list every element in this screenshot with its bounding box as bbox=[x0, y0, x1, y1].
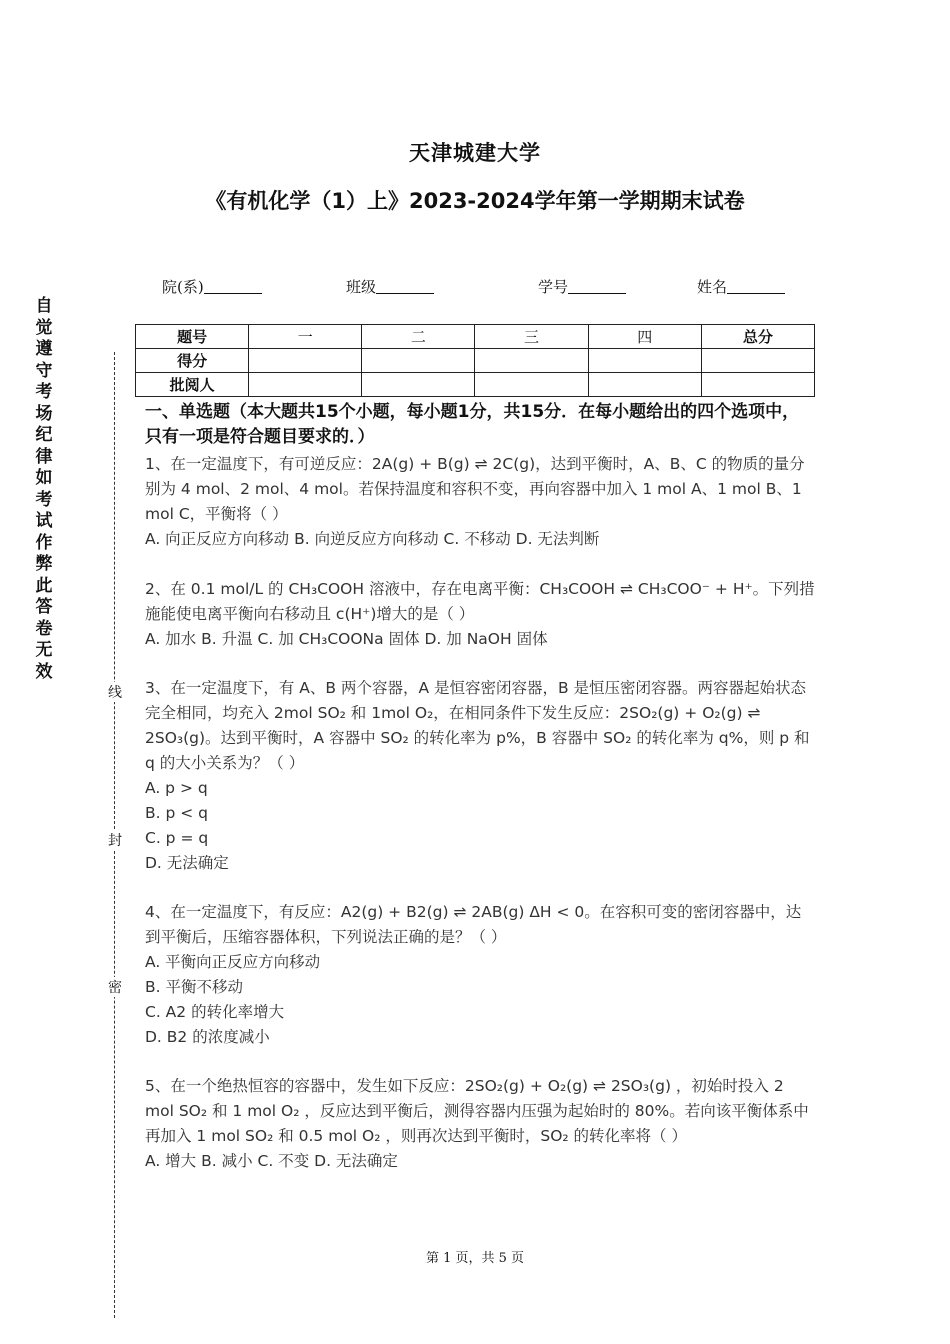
option-a: A. p > q bbox=[145, 779, 208, 797]
score-row bbox=[136, 349, 815, 373]
option-b: B. 平衡不移动 bbox=[145, 978, 243, 996]
question-2 bbox=[145, 577, 815, 652]
side-notice: 自觉遵守考场纪律如考试作弊此答卷无效 bbox=[35, 296, 53, 682]
grader-cell bbox=[588, 373, 701, 397]
university-title: 天津城建大学 bbox=[409, 141, 541, 165]
student-id-blank bbox=[568, 279, 626, 294]
question-4 bbox=[145, 900, 815, 1050]
question-1 bbox=[145, 452, 815, 552]
exam-title: 《有机化学（1）上》2023-2024学年第一学期期末试卷 bbox=[205, 189, 745, 213]
col-question-no: 题号 bbox=[136, 325, 249, 349]
score-table bbox=[135, 324, 815, 397]
grader-cell bbox=[701, 373, 814, 397]
score-cell bbox=[475, 349, 588, 373]
name-field bbox=[697, 276, 785, 297]
class-blank bbox=[376, 279, 434, 294]
option-c: C. p = q bbox=[145, 829, 209, 847]
score-row-label: 得分 bbox=[136, 349, 249, 373]
class-field bbox=[346, 276, 434, 297]
grader-row bbox=[136, 373, 815, 397]
option-d: D. B2 的浓度减小 bbox=[145, 1028, 270, 1046]
score-table-header-row bbox=[136, 325, 815, 349]
gutter-seal-char: 封 bbox=[107, 830, 123, 850]
option-a: A. 平衡向正反应方向移动 bbox=[145, 953, 321, 971]
score-cell bbox=[588, 349, 701, 373]
grader-cell bbox=[475, 373, 588, 397]
department-label: 院(系) bbox=[162, 278, 204, 296]
col-section-1: 一 bbox=[249, 325, 362, 349]
grader-row-label: 批阅人 bbox=[136, 373, 249, 397]
name-label: 姓名 bbox=[697, 278, 728, 296]
col-section-2: 二 bbox=[362, 325, 475, 349]
gutter-line-char: 线 bbox=[107, 682, 123, 702]
gutter-secret-char: 密 bbox=[107, 977, 123, 997]
score-cell bbox=[701, 349, 814, 373]
department-field bbox=[162, 276, 262, 297]
question-stem: 3、在一定温度下，有 A、B 两个容器，A 是恒容密闭容器，B 是恒压密闭容器。两容器起始状态完全相同，均充入 2mol SO₂ 和 1mol O₂，在相同条件下发生反应：2SO₂(g) + O₂(g) ⇌ 2SO₃(g)。达到平衡时，A 容器中 SO₂ 的转化率为 p%，B 容器中 SO₂ 的转化率为 q%，则 p 和 q 的大小关系为？（ ） bbox=[145, 679, 810, 772]
department-blank bbox=[204, 279, 262, 294]
col-section-3: 三 bbox=[475, 325, 588, 349]
name-blank bbox=[727, 279, 785, 294]
question-3 bbox=[145, 676, 815, 876]
question-options: A. 加水 B. 升温 C. 加 CH₃COONa 固体 D. 加 NaOH 固体 bbox=[145, 630, 548, 648]
score-cell bbox=[249, 349, 362, 373]
option-c: C. A2 的转化率增大 bbox=[145, 1003, 285, 1021]
grader-cell bbox=[362, 373, 475, 397]
col-section-4: 四 bbox=[588, 325, 701, 349]
student-id-label: 学号 bbox=[538, 278, 569, 296]
question-stem: 2、在 0.1 mol/L 的 CH₃COOH 溶液中，存在电离平衡：CH₃COOH ⇌ CH₃COO⁻ + H⁺。下列措施能使电离平衡向右移动且 c(H⁺)增大的是（ ） bbox=[145, 580, 815, 623]
student-id-field bbox=[538, 276, 626, 297]
question-5 bbox=[145, 1074, 815, 1174]
section-1-heading: 一、单选题（本大题共15个小题，每小题1分，共15分．在每小题给出的四个选项中，只有一项是符合题目要求的．） bbox=[145, 402, 800, 447]
col-total: 总分 bbox=[701, 325, 814, 349]
option-d: D. 无法确定 bbox=[145, 854, 229, 872]
question-stem: 4、在一定温度下，有反应：A2(g) + B2(g) ⇌ 2AB(g) ΔH < 0。在容积可变的密闭容器中，达到平衡后，压缩容器体积，下列说法正确的是？（ ） bbox=[145, 903, 802, 946]
question-stem: 1、在一定温度下，有可逆反应：2A(g) + B(g) ⇌ 2C(g)，达到平衡时，A、B、C 的物质的量分别为 4 mol、2 mol、4 mol。若保持温度和容积不变，再向容器中加入 1 mol A、1 mol B、1 mol C，平衡将（ ） bbox=[145, 455, 805, 523]
question-options: A. 增大 B. 减小 C. 不变 D. 无法确定 bbox=[145, 1152, 398, 1170]
option-b: B. p < q bbox=[145, 804, 209, 822]
class-label: 班级 bbox=[346, 278, 377, 296]
question-stem: 5、在一个绝热恒容的容器中，发生如下反应：2SO₂(g) + O₂(g) ⇌ 2SO₃(g) ，初始时投入 2 mol SO₂ 和 1 mol O₂ ，反应达到平衡后，测得容器内压强为起始时的 80%。若向该平衡体系中再加入 1 mol SO₂ 和 0.5 mol O₂ ，则再次达到平衡时，SO₂ 的转化率将（ ） bbox=[145, 1077, 809, 1145]
question-options: A. 向正反应方向移动 B. 向逆反应方向移动 C. 不移动 D. 无法判断 bbox=[145, 530, 600, 548]
page-footer: 第 1 页，共 5 页 bbox=[425, 1251, 525, 1266]
grader-cell bbox=[249, 373, 362, 397]
score-cell bbox=[362, 349, 475, 373]
